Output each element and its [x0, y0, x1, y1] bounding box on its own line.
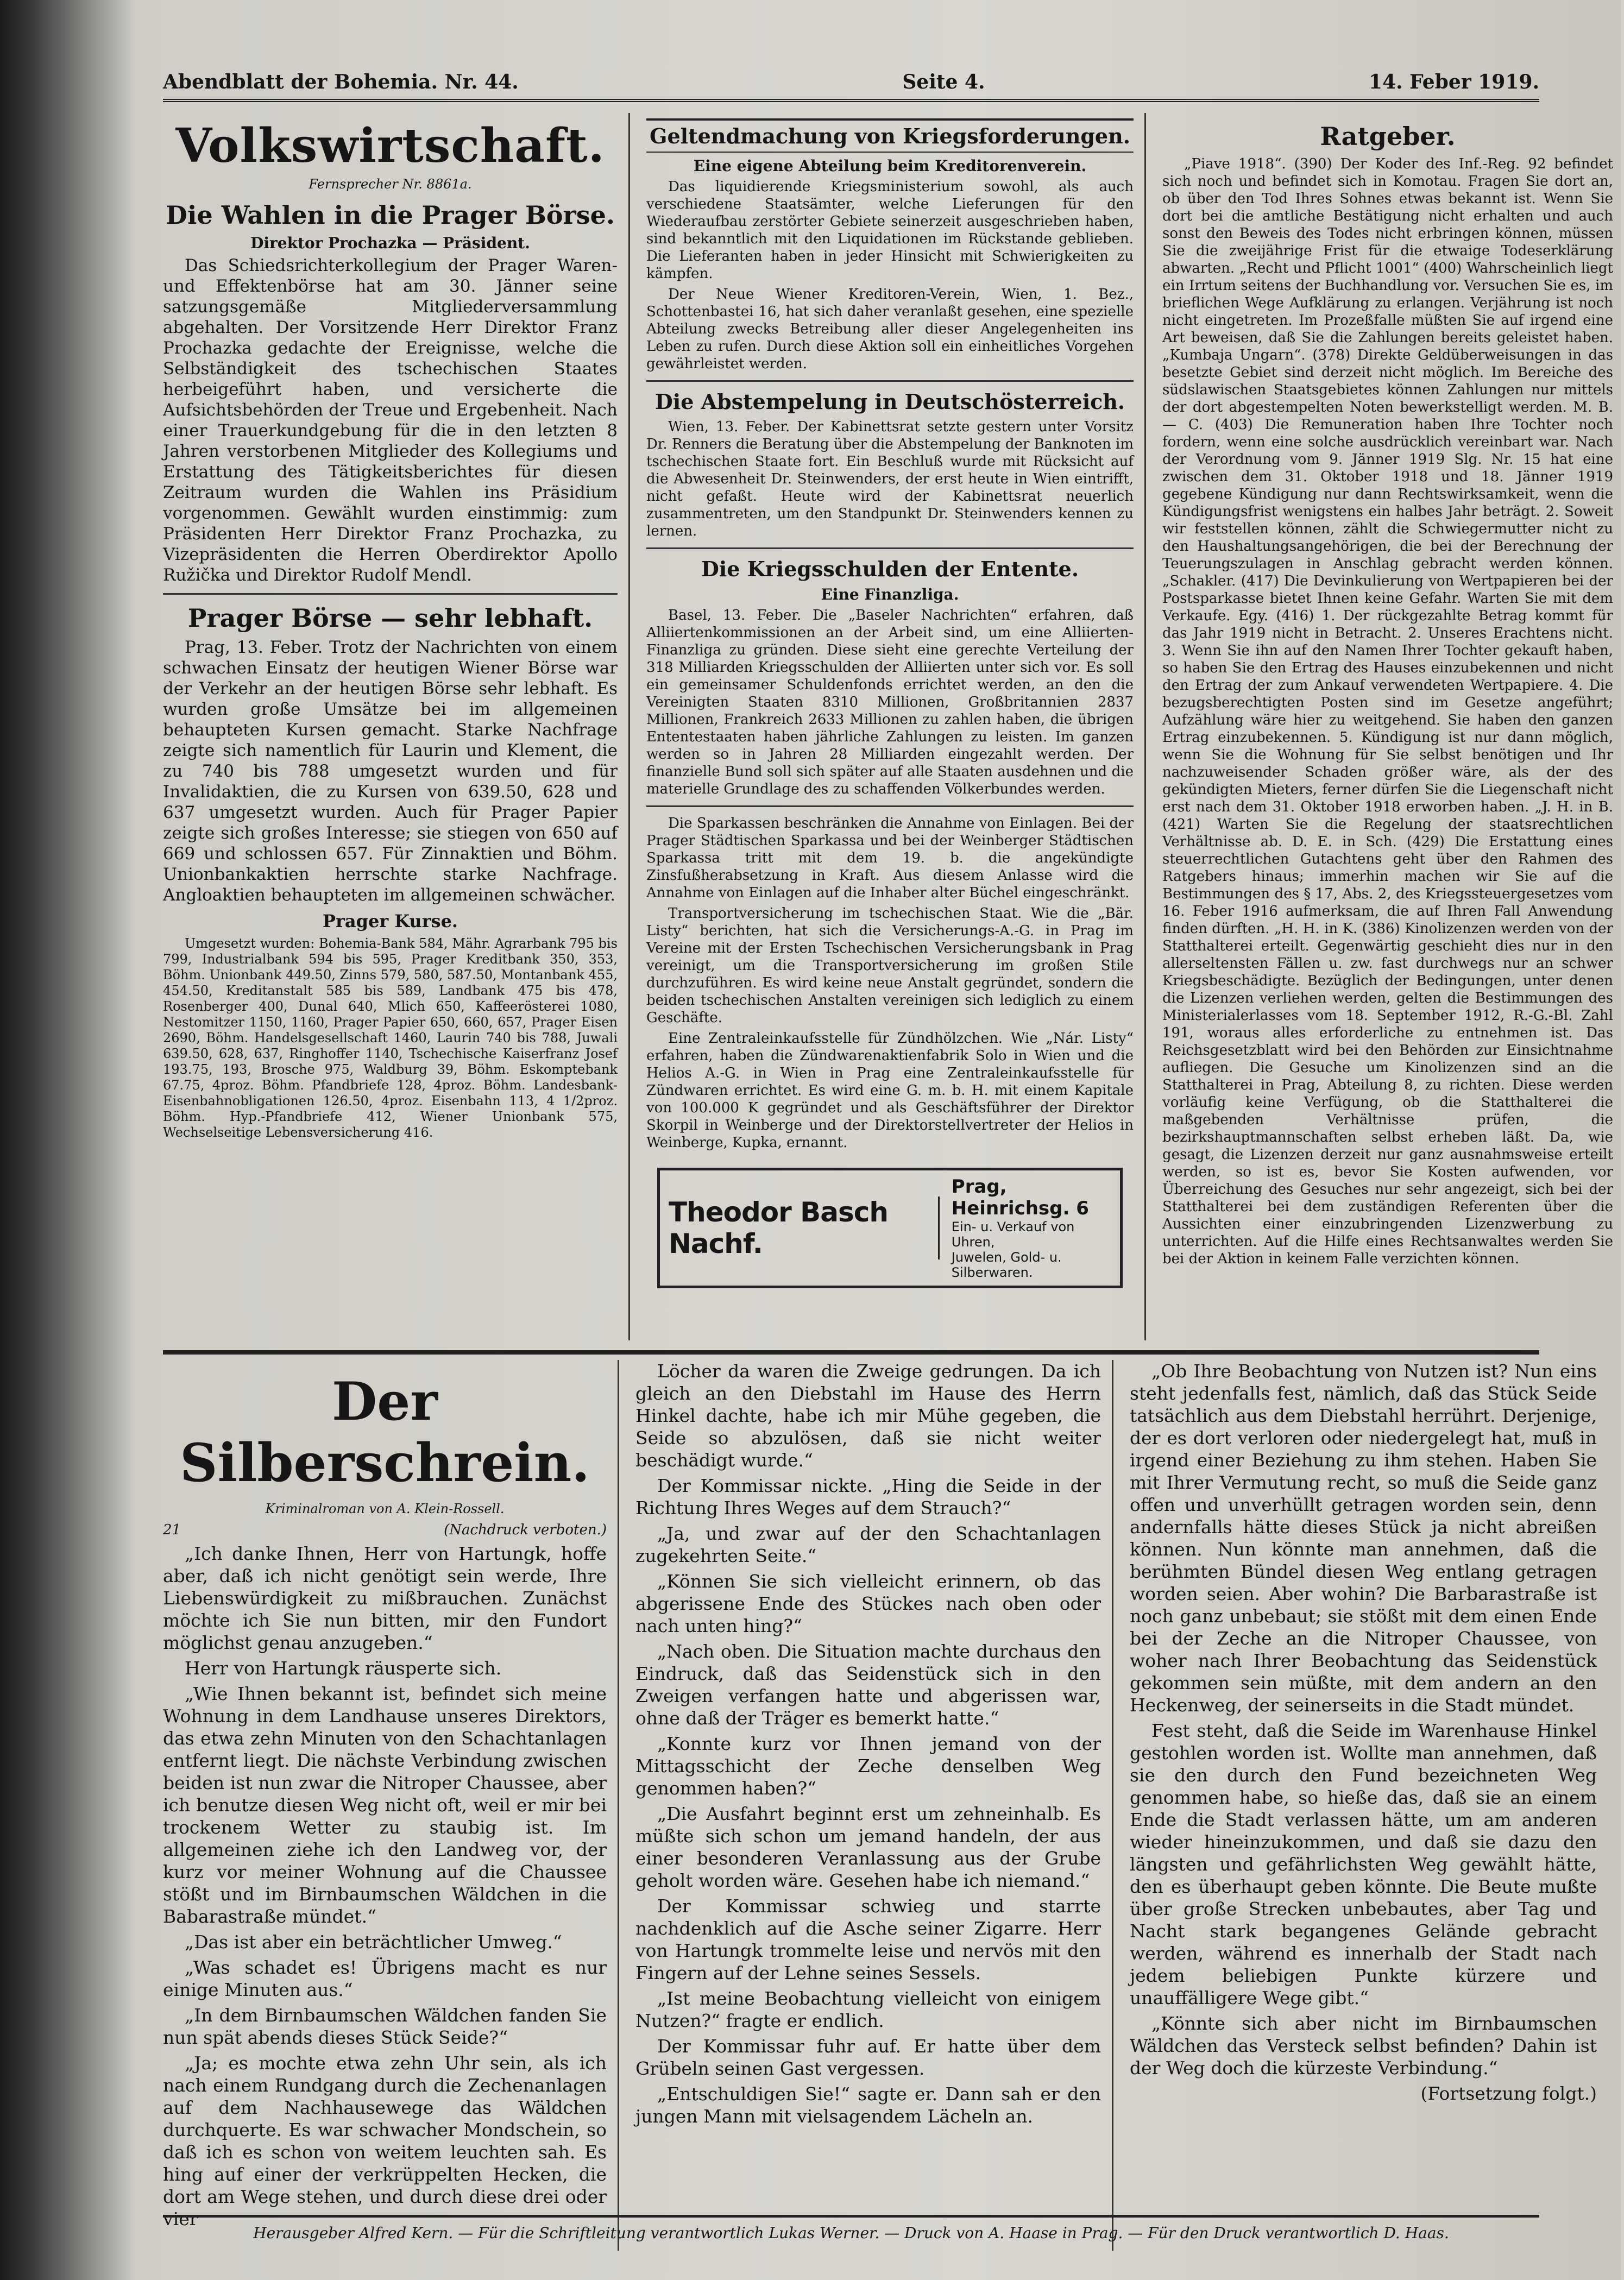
article-paragraph: Transportversicherung im tschechischen Staat. Wie die „Bär. Listy“ berichten, hat sich die Versicherungs-A.-G. in Prag im Vereine mit der Ersten Tschechischen Versicherungsbank in Prag vereinigt, um die Transportversicherung im großen Stile durchzuführen. Es wird keine neue Anstalt gegründet, sondern die beiden tschechischen Anstalten vereinigen sich lediglich zu einem Geschäfte. [646, 905, 1134, 1026]
column-finance [646, 113, 1146, 1340]
column-economy [163, 113, 630, 1340]
header-paper: Abendblatt der Bohemia. Nr. 44. [163, 71, 519, 93]
article-title: Ratgeber. [1320, 122, 1456, 151]
article-title: Prager Börse — sehr lebhaft. [187, 603, 593, 633]
novel-paragraph: Der Kommissar nickte. „Hing die Seide in der Richtung Ihres Weges auf dem Strauch?“ [635, 1475, 1101, 1519]
phone-line: Fernsprecher Nr. 8861a. [309, 177, 472, 192]
article-title: Prager Kurse. [322, 911, 458, 931]
article-paragraph: Der Neue Wiener Kreditoren-Verein, Wien, 1. Bez., Schottenbastei 16, hat sich daher veranlaßt gesehen, eine spezielle Abteilung zwecks Betreibung aller dieser Angelegenheiten ins Leben zu rufen. Durch diese Aktion soll ein einheitliches Vorgehen gewährleistet werden. [646, 286, 1134, 372]
novel-paragraph: „Können Sie sich vielleicht erinnern, ob das abgerissene Ende des Stückes nach oben oder nach unten hing?“ [635, 1571, 1101, 1636]
article-title: Die Abstempelung in Deutschösterreich. [654, 389, 1125, 414]
novel-column-2 [635, 1360, 1113, 2251]
ad-address: Prag, Heinrichsg. 6 [951, 1176, 1089, 1219]
article-title: Die Wahlen in die Prager Börse. [166, 200, 615, 230]
article-paragraph: Eine Zentraleinkaufsstelle für Zündhölzchen. Wie „Nár. Listy“ erfahren, haben die Zündwarenaktienfabrik Solo in Wien und die Helios A.-G. in Wien in Prag eine Zentraleinkaufsstelle für Zündwaren errichtet. Es wird eine G. m. b. H. mit einem Kapitale von 100.000 K gegründet und als Geschäftsführer der Direktor Skorpil in Weinberge und der Direktorstellvertreter der Helios in Weinberge, Kupka, ernannt. [646, 1030, 1134, 1151]
advertisement [657, 1168, 1123, 1288]
price-list [163, 936, 618, 1141]
novel-paragraph: „In dem Birnbaumschen Wäldchen fanden Sie nun spät abends dieses Stück Seide?“ [163, 2005, 607, 2048]
novel-author: Kriminalroman von A. Klein-Rossell. [265, 1501, 505, 1516]
novel-paragraph: „Nach oben. Die Situation machte durchaus den Eindruck, daß das Seidenstück sich in den Zweigen verfangen hatte und abgerissen war, ohne daß der Träger es bemerkt hatte.“ [635, 1641, 1101, 1729]
article-paragraph: Das Schiedsrichterkollegium der Prager Waren- und Effektenbörse hat am 30. Jänner seine satzungsgemäße Mitgliederversammlung abgehalten. Der Vorsitzende Herr Direktor Franz Prochazka gedachte der Ereignisse, welche die Selbständigkeit des tschechischen Staates herbeigeführt haben, und versicherte die Aufsichtsbehörden der Treue und Ergebenheit. Nach einer Trauerkundgebung für die in den letzten 8 Jahren verstorbenen Mitglieder des Kollegiums und Erstattung des Tätigkeitsberichtes für diesen Zeitraum wurden die Wahlen ins Präsidium vorgenommen. Gewählt wurden einstimmig: zum Präsidenten Herr Direktor Franz Prochazka, zu Vizepräsidenten die Herren Oberdirektor Apollo Ružička und Direktor Rudolf Mendl. [163, 256, 618, 585]
novel-paragraph: Herr von Hartungk räusperte sich. [185, 1658, 502, 1679]
article-subtitle: Eine Finanzliga. [821, 585, 959, 603]
article-paragraph: Prag, 13. Feber. Trotz der Nachrichten von einem schwachen Einsatz der heutigen Wiener Börse war der Verkehr an der heutigen Börse sehr lebhaft. Es wurden große Umsätze bei im allgemeinen behaupteten Kursen gemacht. Starke Nachfrage zeigte sich namentlich für Laurin und Klement, die zu 740 bis 788 umgesetzt wurden und für Invalidaktien, die zu Kursen von 639.50, 628 und 637 umgesetzt wurden. Auch für Prager Papier zeigte sich großes Interesse; sie stiegen von 650 auf 669 und schlossen 657. Für Zinnaktien und Böhm. Unionbankaktien herrschte starke Nachfrage. Angloaktien behaupteten im allgemeinen schwächer. [163, 638, 618, 905]
page-header [163, 71, 1539, 102]
novel-meta [163, 1522, 607, 1538]
novel-paragraph: Fest steht, daß die Seide im Warenhause Hinkel gestohlen worden ist. Wollte man annehmen, daß sie den durch den Fund bezeichneten Weg genommen habe, so hieße das, daß sie an einem Ende die Stadt verlassen hätte, um am anderen wieder hineinzukommen, und daß sie dazu den längsten und gefährlichsten Weg gewählt hätte, den es überhaupt geben könnte. Die Beute mußte über große Strecken unbebautes, aber Tag und Nacht stark begangenes Gelände gebracht werden, während es innerhalb der Stadt nach jedem beliebigen Punkte kürzere und unauffälligere Wege gibt.“ [1130, 1720, 1597, 2008]
article-paragraph: Wien, 13. Feber. Der Kabinettsrat setzte gestern unter Vorsitz Dr. Renners die Beratung über die Abstempelung der Banknoten im tschechischen Staate fort. Ein Beschluß wurde mit Rücksicht auf die Abwesenheit Dr. Steinwenders, der erst heute in Wien eintrifft, nicht gefaßt. Heute wird der Kabinettsrat neuerlich zusammentreten, um den Standpunkt Dr. Steinwenders kennen zu lernen. [646, 419, 1134, 539]
novel-title: Der Silberschrein. [180, 1371, 590, 1494]
ad-details [952, 1176, 1111, 1280]
novel-paragraph: „Entschuldigen Sie!“ sagte er. Dann sah er den jungen Mann mit vielsagendem Lächeln an. [635, 2083, 1101, 2127]
header-date: 14. Feber 1919. [1369, 71, 1539, 93]
novel-paragraph: „Ja, und zwar auf der den Schachtanlagen zugekehrten Seite.“ [635, 1523, 1101, 1566]
novel-paragraph: „Das ist aber ein beträchtlicher Umweg.“ [185, 1931, 562, 1953]
divider [646, 805, 1134, 807]
novel-paragraph: „Was schadet es! Übrigens macht es nur einige Minuten aus.“ [163, 1957, 607, 2000]
imprint-footer: Herausgeber Alfred Kern. — Für die Schriftleitung verantwortlich Lukas Werner. — Druck von A. Haase in Prag. — Für den Druck verantwortlich D. Haas. [163, 2215, 1539, 2242]
divider [163, 593, 618, 595]
divider [646, 380, 1134, 382]
novel-paragraph: „Könnte sich aber nicht im Birnbaumschen Wäldchen das Versteck selbst befinden? Dahin ist der Weg doch die kürzeste Verbindung.“ [1130, 2013, 1597, 2079]
continuation-note: (Fortsetzung folgt.) [1420, 2083, 1597, 2104]
column-advice [1162, 113, 1624, 1340]
article-title: Geltendmachung von Kriegsforderungen. [646, 118, 1134, 153]
novel-paragraph: Löcher da waren die Zweige gedrungen. Da ich gleich an den Diebstahl im Hause des Herrn Hinkel dachte, habe ich mir Mühe gegeben, die Seide so abzulösen, daß sie nicht weiter beschädigt wurde.“ [635, 1361, 1101, 1471]
section-title: Volkswirtschaft. [175, 118, 605, 173]
novel-paragraph: Der Kommissar schwieg und starrte nachdenklich auf die Asche seiner Zigarre. Herr von Hartungk trommelte leise und nervös mit den Fingern auf der Lehne seines Sessels. [635, 1895, 1101, 1983]
header-page: Seite 4. [902, 71, 985, 93]
top-section [163, 113, 1613, 1340]
novel-paragraph: „Ist meine Beobachtung vielleicht von einigem Nutzen?“ fragte er endlich. [635, 1988, 1101, 2031]
section-divider [163, 1350, 1539, 1355]
novel-paragraph: „Ja; es mochte etwa zehn Uhr sein, als ich nach einem Rundgang durch die Zechenanlagen auf dem Nachhausewege das Wäldchen durchquerte. Es war schwacher Mondschein, so daß ich es schon von weitem leuchten sah. Es hing auf einer der verkrüppelten Hecken, die dort am Wege stehen, und durch diese drei oder vier [163, 2052, 607, 2229]
novel-paragraph: „Wie Ihnen bekannt ist, befindet sich meine Wohnung in dem Landhause unseres Direktors, das etwa zehn Minuten von den Schachtanlagen entfernt liegt. Die nächste Verbindung zwischen beiden ist nun zwar die Nitroper Chaussee, aber ich benutze diesen Weg nicht oft, weil er mir bei trockenem Wetter zu staubig ist. Im allgemeinen ziehe ich den Landweg vor, der kurz vor meiner Wohnung auf die Chaussee stößt und im Birnbaumschen Wäldchen in die Babarastraße mündet.“ [163, 1683, 607, 1927]
article-paragraph: Umgesetzt wurden: Bohemia-Bank 584, Mähr. Agrarbank 795 bis 799, Industrialbank 594 bis 595, Prager Kreditbank 350, 353, Böhm. Unionbank 449.50, Zinns 579, 580, 587.50, Montanbank 455, 454.50, Kreditanstalt 585 bis 589, Landbank 475 bis 478, Rosenberger 400, Dunal 640, Mlich 650, Kaffeerösterei 1080, Nestomitzer 1150, 1160, Prager Papier 650, 660, 657, Prager Eisen 2690, Böhm. Handelsgesellschaft 1460, Laurin 740 bis 788, Juwali 639.50, 628, 637, Ringhoffer 1140, Tschechische Kaiserfranz Josef 193.75, 193, Brosche 975, Waldburg 39, Böhm. Eskomptebank 67.75, 4proz. Böhm. Pfandbriefe 128, 4proz. Böhm. Landesbank-Eisenbahnobligationen 126.50, 4proz. Eisenbahn 113, 4 1/2proz. Böhm. Hyp.-Pfandbriefe 412, Wiener Unionbank 575, Wechselseitige Lebensversicherung 416. [163, 936, 618, 1140]
divider [646, 547, 1134, 549]
ad-description: Ein- u. Verkauf von Uhren, [951, 1219, 1075, 1250]
ad-company-name: Theodor Basch Nachf. [669, 1196, 940, 1259]
novel-paragraph: „Konnte kurz vor Ihnen jemand von der Mittagsschicht der Zeche denselben Weg genommen haben?“ [635, 1733, 1101, 1799]
novel-paragraph: „Ich danke Ihnen, Herr von Hartungk, hoffe aber, daß ich nicht genötigt sein werde, Ihre Liebenswürdigkeit zu mißbrauchen. Zunächst möchte ich Sie nun bitten, mir den Fundort möglichst genau anzugeben.“ [163, 1543, 607, 1653]
novel-paragraph: Der Kommissar fuhr auf. Er hatte über dem Grübeln seinen Gast vergessen. [635, 2036, 1101, 2079]
reprint-notice: (Nachdruck verboten.) [444, 1522, 607, 1538]
novel-paragraph: „Die Ausfahrt beginnt erst um zehneinhalb. Es müßte sich schon um jemand handeln, der aus einer besonderen Veranlassung aus der Grube geholt worden wäre. Gesehen habe ich niemand.“ [635, 1803, 1101, 1891]
article-subtitle: Direktor Prochazka — Präsident. [250, 234, 530, 252]
article-subtitle: Eine eigene Abteilung beim Kreditorenverein. [693, 157, 1087, 175]
novel-column-1 [163, 1360, 619, 2251]
novel-column-3 [1130, 1360, 1608, 2251]
article-paragraph: Das liquidierende Kriegsministerium sowohl, als auch verschiedene Staatsämter, welche Lieferungen für den Wiederaufbau zerstörter Gebiete seinerzeit ausgeschrieben haben, sind bekanntlich mit den Liquidationen im Rückstande geblieben. Die Lieferanten haben in jeder Hinsicht mit Schwierigkeiten zu kämpfen. [646, 179, 1134, 282]
ad-description: Juwelen, Gold- u. Silberwaren. [951, 1250, 1062, 1280]
article-title: Die Kriegsschulden der Entente. [701, 557, 1079, 581]
installment-number: 21 [163, 1522, 181, 1538]
article-paragraph: „Piave 1918“. (390) Der Koder des Inf.-Reg. 92 befindet sich noch und befindet sich in Komotau. Fragen Sie dort an, ob über den Tod Ihres Sohnes etwas bekannt ist. Wenn Sie dort bei die amtliche Bestätigung nicht erhalten und auch sonst den Beweis des Todes nicht erbringen können, müssen Sie die zweijährige Frist für die etwaige Todeserklärung abwarten. „Recht und Pflicht 1001“ (400) Wahrscheinlich liegt ein Irrtum seitens der Buchhandlung vor. Versuchen Sie es, im brieflichen Wege Aufklärung zu erlangen. Verjährung ist noch nicht eingetreten. Im Prozeßfalle müßten Sie auf irgend eine Art beweisen, daß Sie die Zahlungen bereits geleistet haben. „Kumbaja Ungarn“. (378) Direkte Geldüberweisungen in das besetzte Gebiet sind derzeit nicht möglich. Im Bereiche des südslawischen Staatsgebietes können Zahlungen nur mittels der dort abgestempelten Noten bewerkstelligt werden. M. B. — C. (403) Die Remuneration haben Ihre Tochter noch fordern, wenn eine solche ausdrücklich vereinbart war. Nach der Verordnung vom 9. Jänner 1919 Slg. Nr. 15 hat eine zwischen dem 31. Oktober 1918 und 18. Jänner 1919 gegebene Kündigung nur dann Rechtswirksamkeit, wenn die Kündigungsfrist wenigstens ein halbes Jahr beträgt. 2. Soweit wir feststellen können, zählt die Schwiegermutter nicht zu den Haushaltungsangehörigen, die bei der Berechnung der Teuerungszulagen in Anschlag gebracht werden können. „Schakler. (417) Die Devinkulierung von Wertpapieren bei der Postsparkasse bietet Ihnen keine Gefahr. Warten Sie mit dem Verkaufe. Egy. (416) 1. Der rückgezahlte Betrag kommt für das Jahr 1919 nicht in Betracht. 2. Unseres Erachtens nicht. 3. Wenn Sie ihn auf den Namen Ihrer Tochter gekauft haben, so haben Sie den Ertrag des Hauses einzubekennen und nicht den Ertrag der zum Ankauf verwendeten Wertpapiere. 4. Die bezugsberechtigten Posten sind im Gesetze angeführt; Aufzählung wäre hier zu weitgehend. Sie haben den ganzen Ertrag einzubekennen. 5. Kündigung ist nur dann möglich, wenn Sie die Wohnung für Sie selbst benötigen und Ihr nachzuweisender Schaden größer wäre, als der des gekündigten Mieters, ferner dürfen Sie die Liegenschaft nicht erst nach dem 31. Oktober 1918 erworben haben. „J. H. in B. (421) Warten Sie die Regelung der staatsrechtlichen Verhältnisse ab. D. E. in Sch. (429) Die Erstattung eines steuerrechtlichen Gutachtens geht über den Rahmen des Ratgebers hinaus; immerhin machen wir Sie auf die Bestimmungen des § 17, Abs. 2, des Kriegssteuergesetzes vom 16. Feber 1916 aufmerksam, die auf Ihren Fall Anwendung finden dürften. „H. H. in K. (386) Kinolizenzen werden von der Statthalterei erteilt. Gegenwärtig geschieht dies nur in den allerseltensten Fällen u. zw. fast durchwegs nur an schwer Kriegsbeschädigte. Bezüglich der Bedingungen, unter denen die Lizenzen verliehen werden, gelten die Bestimmungen des Ministerialerlasses vom 18. September 1912, R.-G.-Bl. Zahl 191, woraus alles erforderliche zu entnehmen ist. Das Reichsgesetzblatt wird bei den Behörden zur Einsichtnahme aufliegen. Die Gesuche um Kinolizenzen sind an die Statthalterei in Prag, Abteilung 8, zu richten. Diese werden vorläufig keine Verfügung, ob die Statthalterei die maßgebenden Verhältnisse prüfen, die bezirkshauptmannschaften selbst erheben läßt. Da, wie gesagt, die Lizenzen derzeit nur ganz ausnahmsweise erteilt werden, so ist es, bevor Sie Kosten aufwenden, vor Überreichung des Gesuches nur sehr angezeigt, sich bei der Statthalterei bei dem zuständigen Referenten über die Aussichten einer einzubringenden Lizenzwerbung zu unterrichten. Auf die Hilfe eines Rechtsanwaltes werden Sie bei der Aktion in keinem Falle verzichten können. [1162, 156, 1613, 1267]
feuilleton-section [163, 1360, 1597, 2251]
novel-paragraph: „Ob Ihre Beobachtung von Nutzen ist? Nun eins steht jedenfalls fest, nämlich, daß das Stück Seide tatsächlich aus dem Diebstahl herrührt. Derjenige, der es dort verloren oder niedergelegt hat, muß in irgend einer Beziehung zu ihm stehen. Haben Sie mit Ihrer Vermutung recht, so muß die Seide ganz offen und unverhüllt getragen worden sein, denn andernfalls hätte dieses Stück ja nicht abreißen können. Nun könnte man annehmen, daß die berühmten Bündel diesen Weg entlang getragen worden seien. Aber wohin? Die Barbarastraße ist noch ganz unbebaut; sie stößt mit dem einen Ende bei der Zeche an die Nitroper Chaussee, von woher nach Ihrer Beobachtung das Seidenstück gekommen sein müßte, mit dem andern an den Heckenweg, der seinerseits in die Stadt mündet. [1130, 1361, 1597, 1716]
article-paragraph: Basel, 13. Feber. Die „Baseler Nachrichten“ erfahren, daß Alliiertenkommissionen an der Arbeit sind, um eine Alliierten-Finanzliga zu gründen. Diese sieht eine gerechte Verteilung der 318 Milliarden Kriegsschulden der Alliierten unter sich vor. Es soll ein gemeinsamer Schuldenfonds errichtet werden, an den die Vereinigten Staaten 8310 Millionen, Großbritannien 2837 Millionen, Frankreich 2633 Millionen zu zahlen haben, die übrigen Ententestaaten haben jährliche Zahlungen zu leisten. Im ganzen werden so in Jahren 28 Milliarden eingezahlt werden. Der finanzielle Bund soll sich später auf alle Staaten ausdehnen und die materielle Grundlage des zu schaffenden Völkerbundes werden. [646, 607, 1134, 797]
article-paragraph: Die Sparkassen beschränken die Annahme von Einlagen. Bei der Prager Städtischen Sparkassa und bei der Weinberger Städtischen Sparkassa tritt mit dem 19. b. die angekündigte Zinsfußherabsetzung in Kraft. Aus diesem Anlasse wird die Annahme von Einlagen auf die Inhaber alter Büchel eingeschränkt. [646, 815, 1134, 901]
